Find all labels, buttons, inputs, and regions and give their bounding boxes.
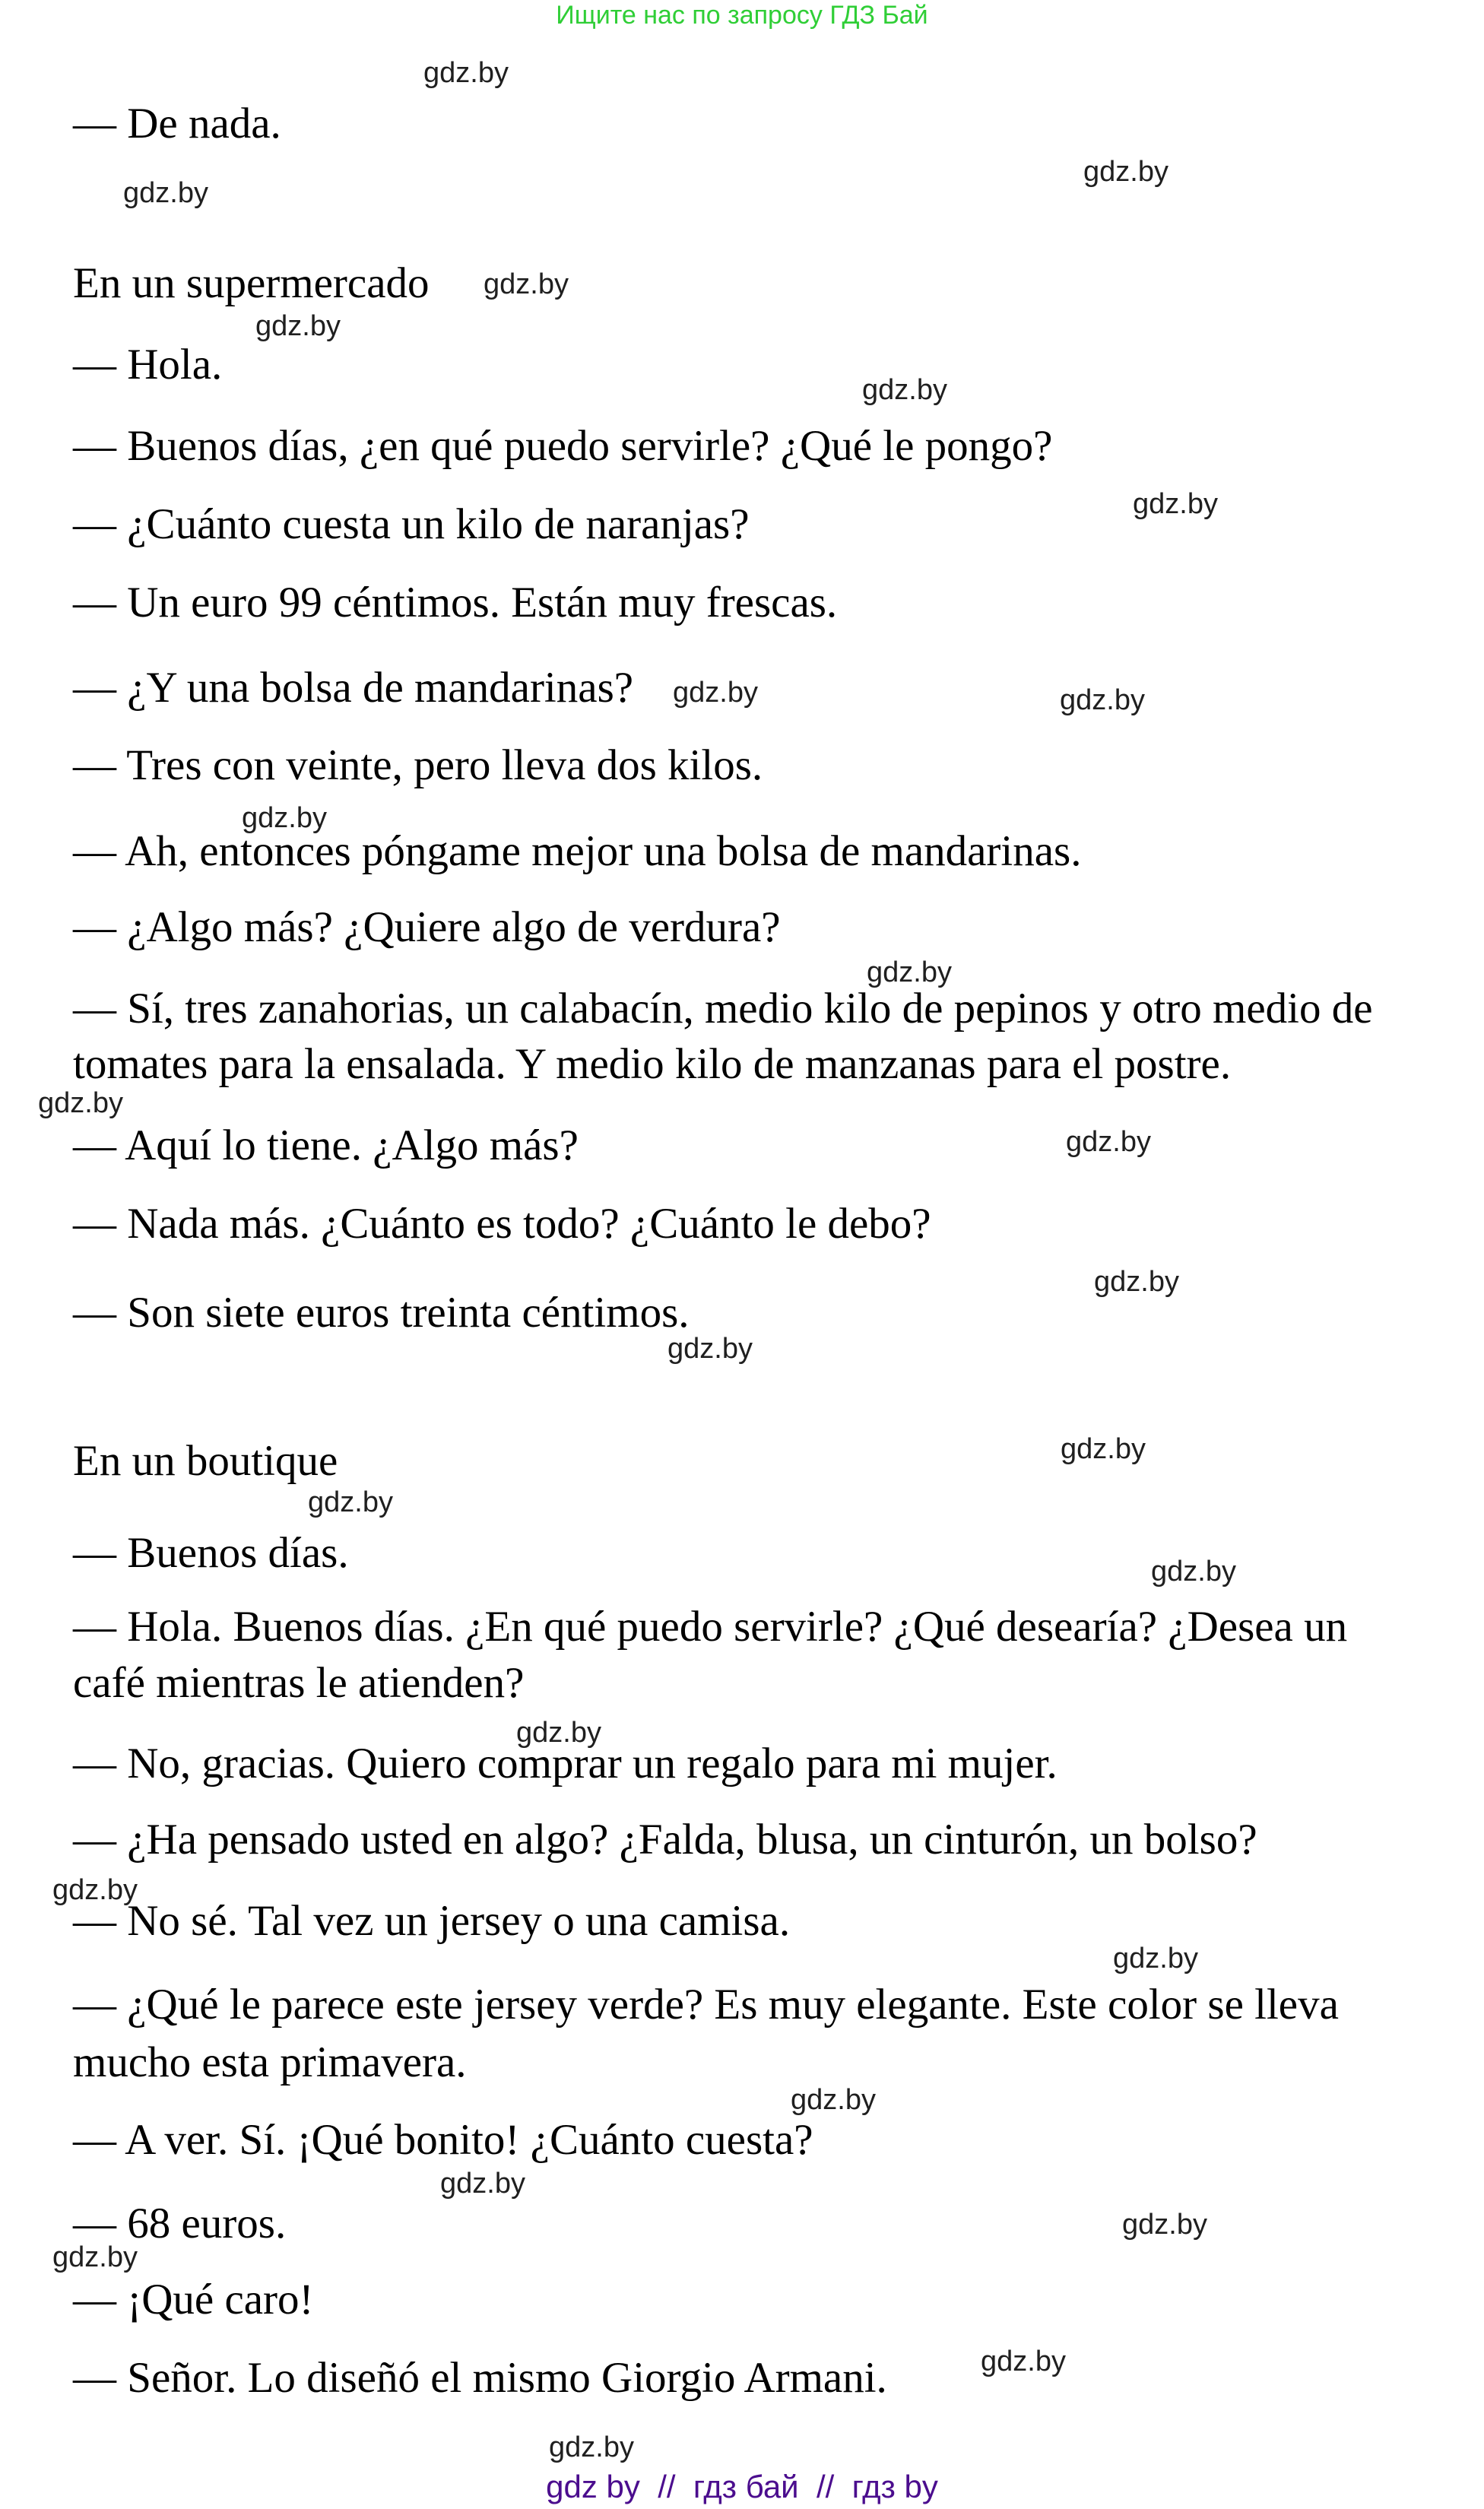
gdz-watermark: gdz.by	[1151, 1556, 1236, 1588]
dialogue-line: — ¡Qué caro!	[73, 2276, 314, 2323]
gdz-watermark: gdz.by	[867, 956, 952, 988]
dialogue-line: — ¿Qué le parece este jersey verde? Es muy elegante. Este color se lleva	[73, 1981, 1339, 2028]
dialogue-line: — De nada.	[73, 100, 281, 147]
gdz-watermark: gdz.by	[673, 677, 758, 709]
dialogue-line: — ¿Y una bolsa de mandarinas?	[73, 664, 634, 712]
gdz-watermark: gdz.by	[484, 268, 569, 300]
gdz-watermark: gdz.by	[862, 374, 947, 406]
dialogue-line: tomates para la ensalada. Y medio kilo de manzanas para el postre.	[73, 1040, 1232, 1088]
gdz-watermark: gdz.by	[1083, 156, 1168, 188]
gdz-watermark: gdz.by	[667, 1333, 753, 1365]
dialogue-line: — No, gracias. Quiero comprar un regalo para mi mujer.	[73, 1740, 1058, 1787]
gdz-watermark: gdz.by	[1133, 488, 1218, 520]
gdz-watermark: gdz.by	[52, 1874, 138, 1906]
dialogue-line: — Sí, tres zanahorias, un calabacín, medio kilo de pepinos y otro medio de	[73, 985, 1373, 1032]
gdz-watermark: gdz.by	[255, 310, 341, 342]
dialogue-line: — A ver. Sí. ¡Qué bonito! ¿Cuánto cuesta?	[73, 2116, 813, 2164]
promo-header-text: Ищите нас по запросу ГДЗ Бай	[556, 1, 928, 30]
dialogue-line: — Buenos días, ¿en qué puedo servirle? ¿Qué le pongo?	[73, 422, 1053, 470]
dialogue-line: — No sé. Tal vez un jersey o una camisa.	[73, 1897, 791, 1945]
gdz-watermark: gdz.by	[549, 2431, 634, 2463]
dialogue-line: — Ah, entonces póngame mejor una bolsa de mandarinas.	[73, 827, 1082, 875]
dialogue-line: — ¿Algo más? ¿Quiere algo de verdura?	[73, 903, 781, 951]
gdz-watermark: gdz.by	[440, 2168, 525, 2200]
gdz-watermark: gdz.by	[1061, 1433, 1146, 1465]
dialogue-line: café mientras le atienden?	[73, 1659, 525, 1707]
gdz-watermark: gdz.by	[242, 802, 327, 834]
dialogue-line: — Hola. Buenos días. ¿En qué puedo servirle? ¿Qué desearía? ¿Desea un	[73, 1603, 1348, 1651]
dialogue-line: — Nada más. ¿Cuánto es todo? ¿Cuánto le debo?	[73, 1200, 931, 1248]
dialogue-line: — Hola.	[73, 341, 223, 389]
dialogue-line: — ¿Ha pensado usted en algo? ¿Falda, blusa, un cinturón, un bolso?	[73, 1816, 1257, 1864]
gdz-watermark: gdz.by	[1113, 1943, 1198, 1975]
dialogue-line: En un supermercado	[73, 259, 430, 307]
dialogue-line: — Aquí lo tiene. ¿Algo más?	[73, 1121, 579, 1169]
site-footer-text: gdz by // гдз бай // гдз by	[546, 2469, 938, 2504]
gdz-watermark: gdz.by	[423, 57, 509, 89]
dialogue-line: — 68 euros.	[73, 2200, 287, 2247]
gdz-watermark: gdz.by	[1060, 684, 1145, 716]
gdz-watermark: gdz.by	[308, 1486, 393, 1518]
gdz-watermark: gdz.by	[791, 2084, 876, 2116]
gdz-watermark: gdz.by	[516, 1717, 601, 1749]
dialogue-line: — Un euro 99 céntimos. Están muy frescas.	[73, 579, 838, 626]
gdz-watermark: gdz.by	[123, 177, 208, 209]
dialogue-line: — Buenos días.	[73, 1529, 349, 1577]
dialogue-line: — Tres con veinte, pero lleva dos kilos.	[73, 741, 763, 789]
gdz-watermark: gdz.by	[1066, 1126, 1151, 1158]
gdz-watermark: gdz.by	[1122, 2209, 1207, 2241]
dialogue-line: — Son siete euros treinta céntimos.	[73, 1289, 690, 1337]
gdz-watermark: gdz.by	[38, 1087, 123, 1119]
dialogue-line: — ¿Cuánto cuesta un kilo de naranjas?	[73, 500, 750, 548]
dialogue-line: — Señor. Lo diseñó el mismo Giorgio Armani.	[73, 2354, 887, 2402]
gdz-watermark: gdz.by	[52, 2241, 138, 2273]
gdz-watermark: gdz.by	[981, 2346, 1066, 2377]
dialogue-line: mucho esta primavera.	[73, 2038, 467, 2086]
gdz-watermark: gdz.by	[1094, 1266, 1179, 1298]
dialogue-line: En un boutique	[73, 1437, 338, 1485]
